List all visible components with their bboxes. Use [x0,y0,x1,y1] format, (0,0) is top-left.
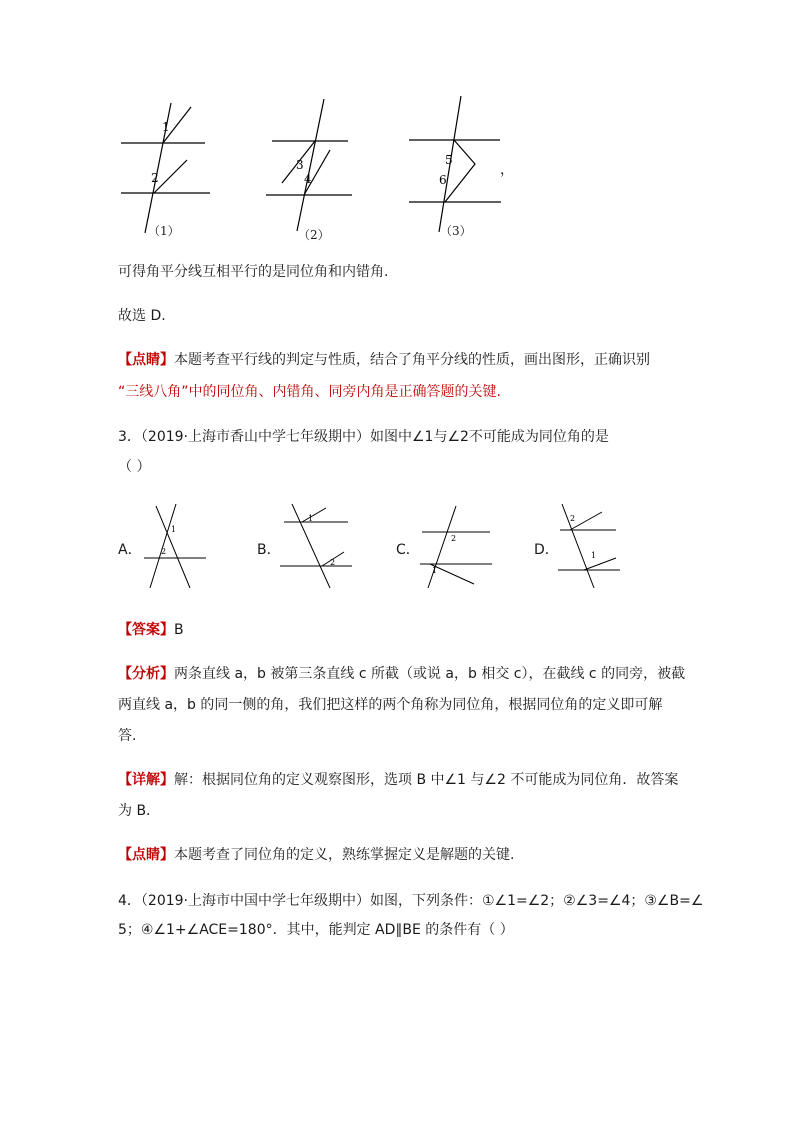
option-b-angle-1: 1 [308,514,314,523]
analysis-tag: 【分析】 [118,666,174,682]
q3-detail-line-2: 为 B． [118,803,161,819]
option-d-angle-1: 1 [591,551,597,560]
angle-label-4: 4 [304,172,312,186]
q3-analysis-line-1 [118,664,685,684]
option-d-angle-2: 2 [570,514,576,523]
answer-choice: 故选 D. [118,308,166,324]
detail-text-1: 解：根据同位角的定义观察图形，选项 B 中∠1 与∠2 不可能成为同位角．故答案 [174,772,679,788]
angle-label-1: 1 [162,120,170,134]
comment-tag-2: 【点睛】 [118,847,174,863]
option-c-label: C． [396,542,420,558]
q3-answer [118,620,184,640]
q3-detail-line-1 [118,770,678,790]
figure-2-caption: （2） [298,228,330,242]
option-a-figure [140,500,210,590]
option-d-label: D． [534,542,559,558]
figure-3 [405,92,505,242]
option-b-label: B． [257,542,281,558]
option-d-figure [554,500,634,590]
option-c-angle-1: 1 [432,566,438,575]
analysis-text-1: 两条直线 a，b 被第三条直线 c 所截（或说 a，b 相交 c），在截线 c 的同旁，被截 [174,666,686,682]
angle-label-5: 5 [445,153,453,167]
comment-1-line-2: “三线八角”中的同位角、内错角、同旁内角是正确答题的关键. [118,384,501,400]
detail-tag: 【详解】 [118,772,174,788]
angle-label-2: 2 [151,171,159,185]
figure-1-caption: （1） [148,224,180,238]
trailing-comma: ， [500,162,514,178]
option-a-angle-2: 2 [161,547,167,556]
comment-tag: 【点睛】 [118,352,174,368]
comment-text: 本题考查平行线的判定与性质，结合了角平分线的性质，画出图形，正确识别 [174,352,650,368]
q3-paren: （ ） [118,459,151,475]
comment-text-2: 本题考查了同位角的定义，熟练掌握定义是解题的关键. [174,847,515,863]
figure-3-caption: （3） [440,224,472,238]
option-a-angle-1: 1 [171,525,177,534]
q3-analysis-line-2: 两直线 a，b 的同一侧的角，我们把这样的两个角称为同位角，根据同位角的定义即可解 [118,697,663,713]
answer-tag: 【答案】 [118,622,174,638]
answer-value: B [174,622,184,638]
q4-line-1: 4．（2019·上海市中国中学七年级期中）如图，下列条件：①∠1=∠2；②∠3=∠4；③∠B=∠ [118,893,704,909]
figure-2 [262,95,362,245]
option-b-figure [278,500,358,590]
angle-label-3: 3 [296,158,304,172]
comment-1-line-1 [118,350,650,370]
option-c-angle-2: 2 [451,534,457,543]
option-b-angle-2: 2 [330,558,336,567]
option-c-figure [416,500,496,590]
conclusion-text: 可得角平分线互相平行的是同位角和内错角. [118,264,389,280]
option-a-label: A． [118,542,142,558]
q3-comment [118,845,514,865]
q4-line-2: 5；④∠1+∠ACE=180°．其中，能判定 AD∥BE 的条件有（ ） [118,922,514,938]
q3-analysis-line-3: 答. [118,728,137,744]
q3-stem: 3．（2019·上海市香山中学七年级期中）如图中∠1与∠2不可能成为同位角的是 [118,429,609,445]
angle-label-6: 6 [439,173,447,187]
